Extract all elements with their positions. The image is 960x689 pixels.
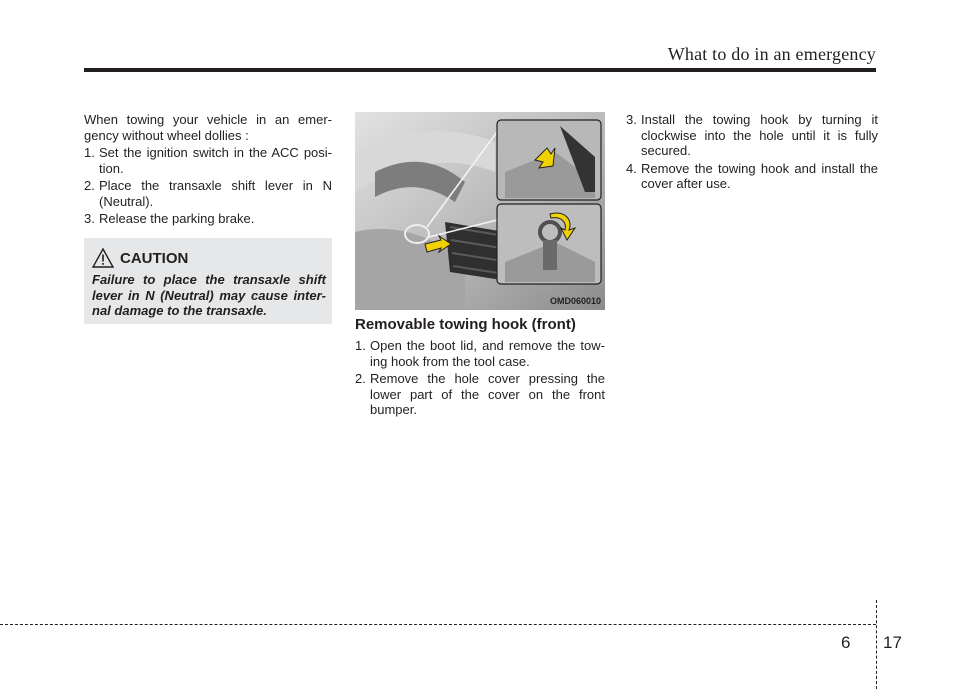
header-rule [84,68,876,72]
caution-box [84,238,332,324]
figure-label: OMD060010 [549,296,601,306]
list-item: 3. Release the parking brake. [84,211,255,226]
hook-steps-list [355,338,605,418]
list-item: 4. Remove the towing hook and install the cover after use. [626,160,878,191]
install-steps-list [626,112,878,192]
intro-text: When towing your vehicle in an emer-gency without wheel dollies : [84,112,332,143]
caution-title: CAUTION [120,249,189,267]
towing-steps-list [84,145,332,227]
chapter-number: 6 [841,633,851,652]
page-number: 17 [883,633,902,652]
caution-text: Failure to place the transaxle shift lever in N (Neutral) may cause inter-nal damage to the transaxle. [92,272,326,318]
column-2 [355,338,605,420]
page-number-separator [876,600,877,689]
list-item: 2. Place the transaxle shift lever in N (Neutral). [84,178,332,209]
footer-rule [0,624,876,625]
warning-triangle-icon [92,248,114,268]
towing-hook-figure [355,112,605,310]
column-1 [84,112,332,229]
list-item: 1. Open the boot lid, and remove the tow-ing hook from the tool case. [355,338,605,369]
list-item: 2. Remove the hole cover pressing the lower part of the cover on the front bumper. [355,371,605,417]
car-bumper-illustration [355,112,605,310]
list-item: 1. Set the ignition switch in the ACC posi-tion. [84,145,332,176]
page-header-title: What to do in an emergency [667,44,876,64]
list-item: 3. Install the towing hook by turning it clockwise into the hole until it is fully secured. [626,112,878,158]
section-heading: Removable towing hook (front) [355,316,576,333]
column-3 [626,112,878,194]
